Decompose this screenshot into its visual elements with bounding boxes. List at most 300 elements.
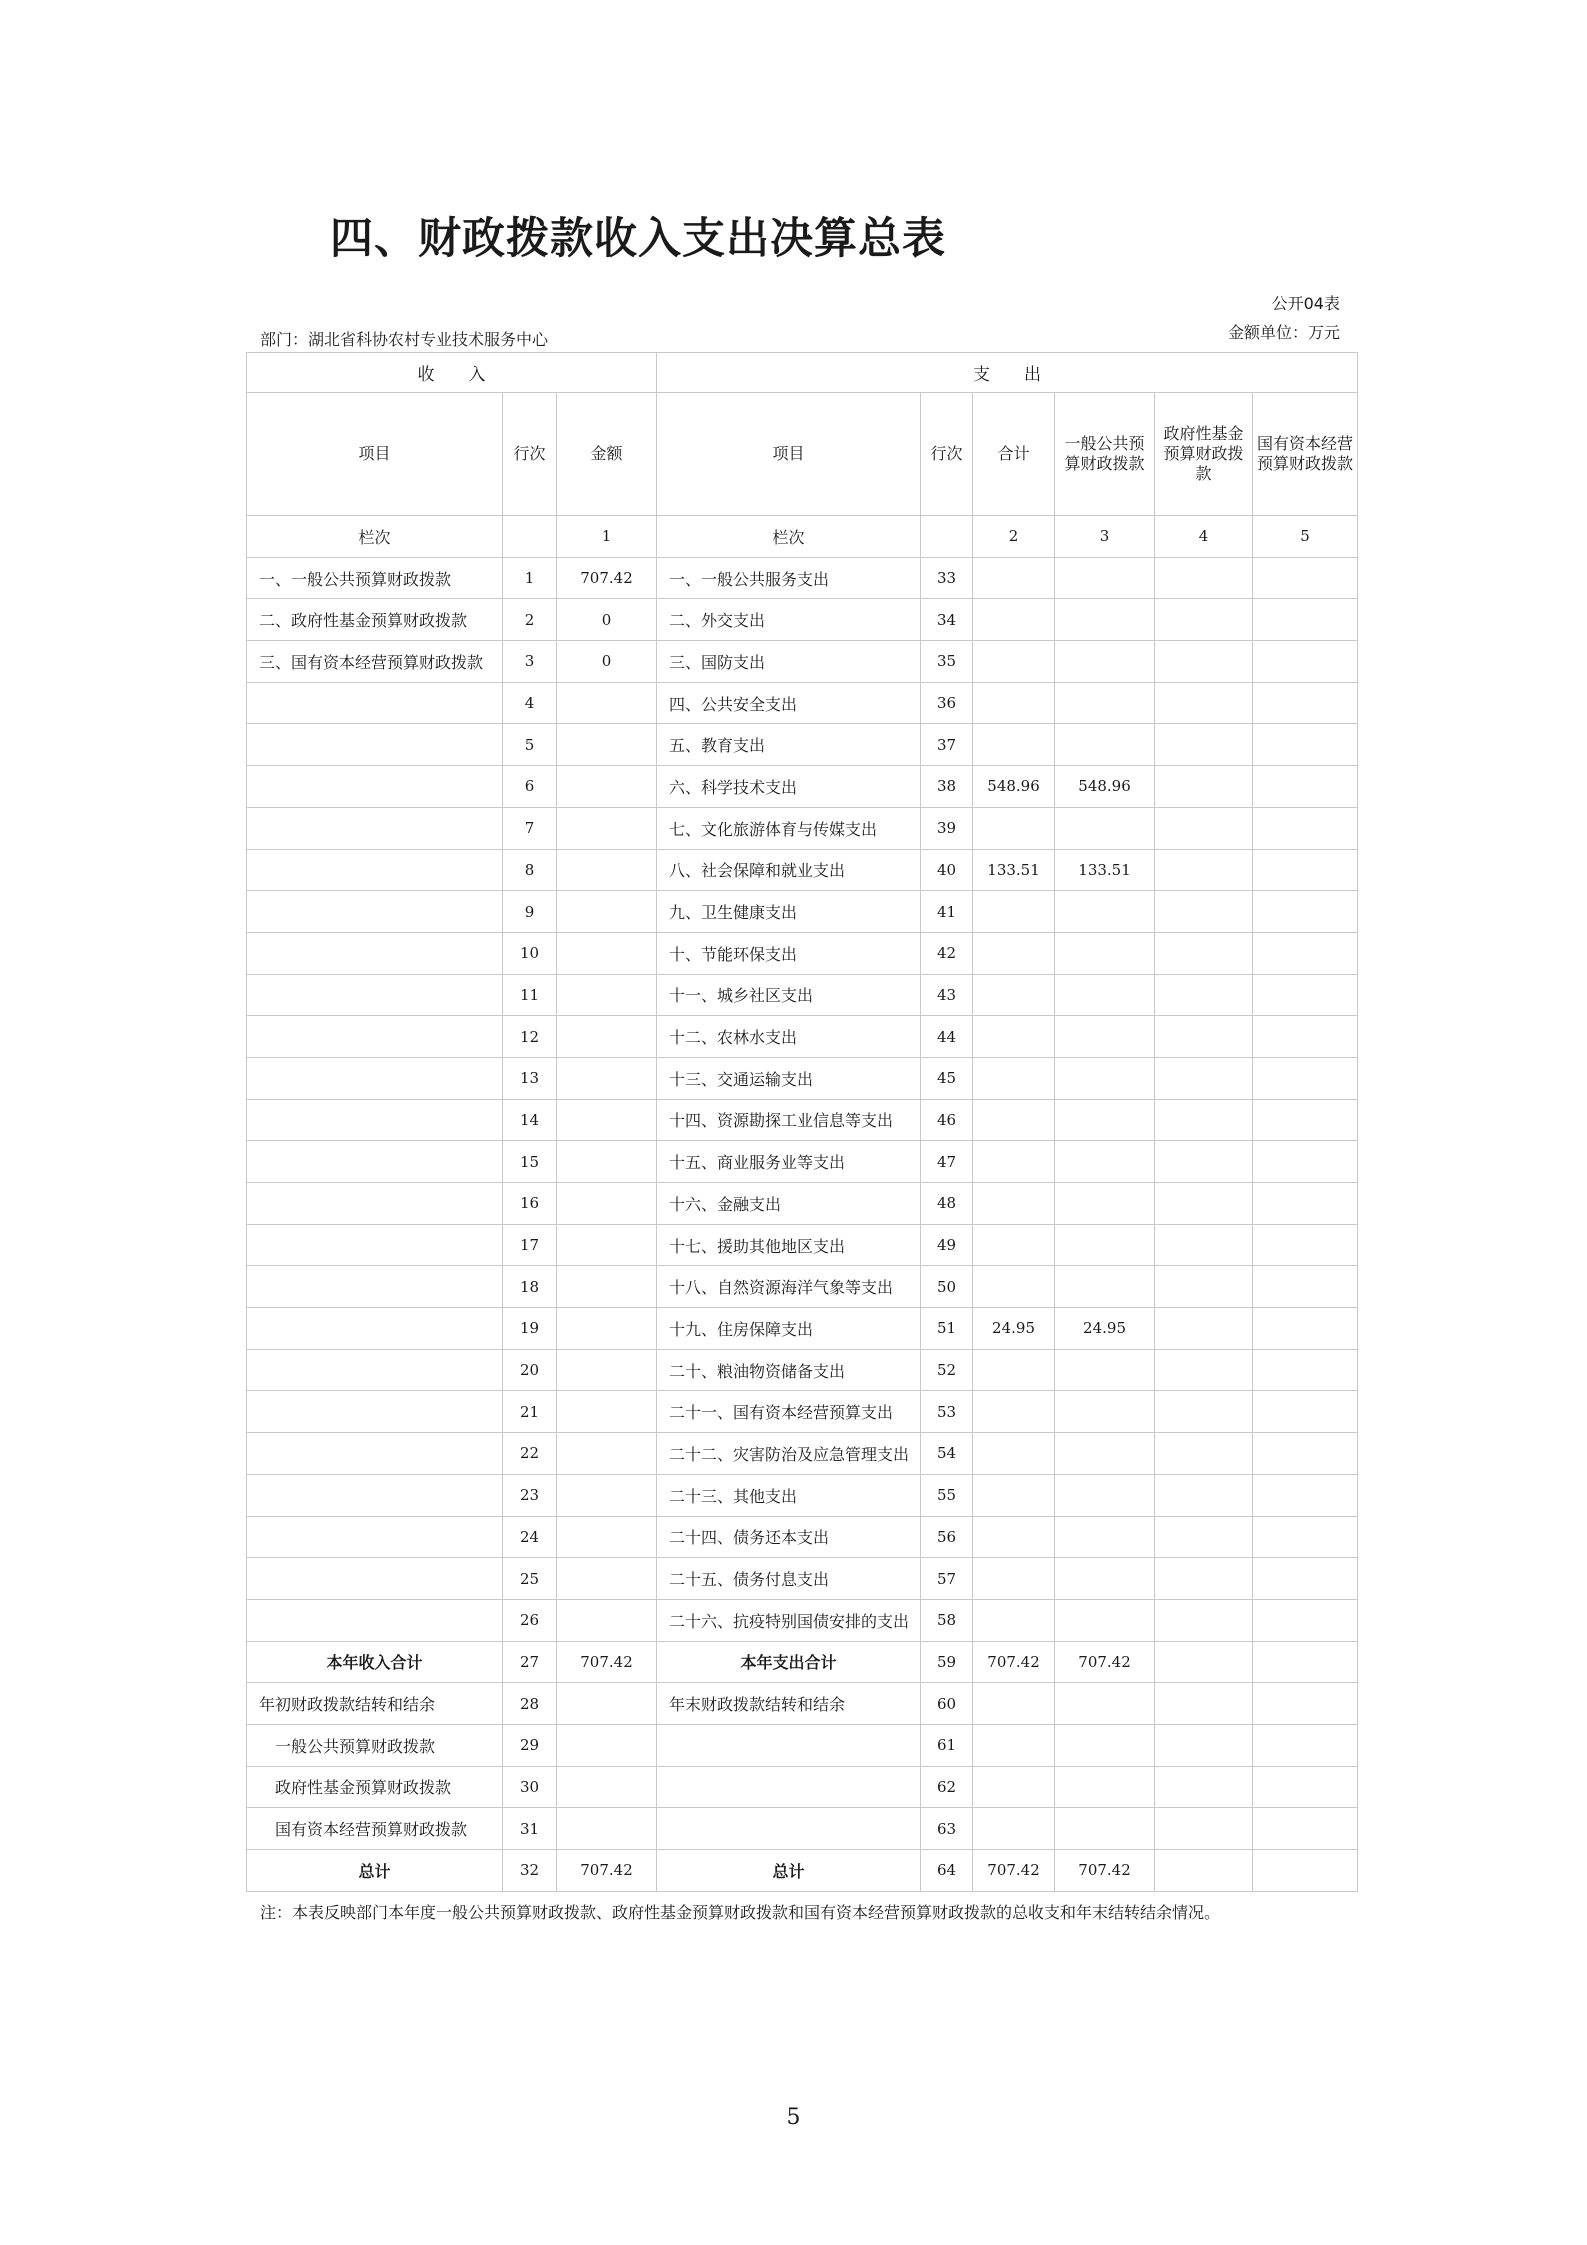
table-row — [247, 766, 1358, 808]
income-amount-cell — [557, 891, 657, 933]
table-row — [247, 1308, 1358, 1350]
total-cell — [973, 807, 1055, 849]
gov-fund-cell — [1155, 974, 1253, 1016]
expense-line-cell: 54 — [921, 1433, 973, 1475]
expense-line-cell: 39 — [921, 807, 973, 849]
gov-fund-cell — [1155, 1183, 1253, 1225]
expense-item-cell: 六、科学技术支出 — [657, 766, 921, 808]
table-row — [247, 1683, 1358, 1725]
income-amount-cell: 707.42 — [557, 557, 657, 599]
total-cell — [973, 1474, 1055, 1516]
state-capital-cell — [1253, 1266, 1358, 1308]
state-capital-cell — [1253, 807, 1358, 849]
income-line-header: 行次 — [503, 393, 557, 516]
income-line-cell: 6 — [503, 766, 557, 808]
income-line-cell: 31 — [503, 1808, 557, 1850]
total-cell — [973, 1391, 1055, 1433]
gov-fund-cell — [1155, 724, 1253, 766]
table-row — [247, 1599, 1358, 1641]
table-row — [247, 1141, 1358, 1183]
income-line-cell: 32 — [503, 1850, 557, 1892]
income-item-cell — [247, 682, 503, 724]
gov-fund-cell — [1155, 932, 1253, 974]
total-cell — [973, 557, 1055, 599]
expense-item-cell: 年末财政拨款结转和结余 — [657, 1683, 921, 1725]
expense-section-header: 支 出 — [657, 353, 1358, 393]
table-row — [247, 1349, 1358, 1391]
income-line-cell: 3 — [503, 641, 557, 683]
income-line-cell: 8 — [503, 849, 557, 891]
income-line-cell: 7 — [503, 807, 557, 849]
expense-item-cell: 一、一般公共服务支出 — [657, 557, 921, 599]
expense-item-cell: 十四、资源勘探工业信息等支出 — [657, 1099, 921, 1141]
table-body — [247, 557, 1358, 1891]
general-budget-cell — [1055, 641, 1155, 683]
general-budget-cell — [1055, 807, 1155, 849]
total-cell — [973, 1433, 1055, 1475]
general-budget-cell — [1055, 974, 1155, 1016]
income-amount-cell — [557, 1099, 657, 1141]
total-cell: 548.96 — [973, 766, 1055, 808]
income-line-cell: 23 — [503, 1474, 557, 1516]
state-capital-cell — [1253, 974, 1358, 1016]
expense-item-cell — [657, 1808, 921, 1850]
gov-fund-cell — [1155, 1599, 1253, 1641]
table-row — [247, 1391, 1358, 1433]
expense-item-cell — [657, 1766, 921, 1808]
general-budget-cell — [1055, 1683, 1155, 1725]
expense-item-cell: 二十六、抗疫特别国债安排的支出 — [657, 1599, 921, 1641]
gov-fund-cell — [1155, 849, 1253, 891]
income-amount-cell: 0 — [557, 641, 657, 683]
expense-item-cell: 二、外交支出 — [657, 599, 921, 641]
income-amount-cell — [557, 1433, 657, 1475]
expense-item-cell: 八、社会保障和就业支出 — [657, 849, 921, 891]
state-capital-cell — [1253, 1099, 1358, 1141]
income-amount-cell — [557, 1349, 657, 1391]
income-amount-header: 金额 — [557, 393, 657, 516]
expense-item-cell: 十、节能环保支出 — [657, 932, 921, 974]
general-budget-cell — [1055, 932, 1155, 974]
general-budget-cell — [1055, 557, 1155, 599]
general-budget-cell — [1055, 1057, 1155, 1099]
expense-line-cell: 41 — [921, 891, 973, 933]
income-amount-cell: 707.42 — [557, 1641, 657, 1683]
income-line-cell: 9 — [503, 891, 557, 933]
gov-fund-cell — [1155, 1641, 1253, 1683]
state-capital-cell — [1253, 1183, 1358, 1225]
gov-fund-cell — [1155, 599, 1253, 641]
income-item-cell: 国有资本经营预算财政拨款 — [247, 1808, 503, 1850]
gov-fund-cell — [1155, 1724, 1253, 1766]
state-capital-cell — [1253, 682, 1358, 724]
income-item-cell: 二、政府性基金预算财政拨款 — [247, 599, 503, 641]
income-item-cell — [247, 1391, 503, 1433]
income-line-cell: 27 — [503, 1641, 557, 1683]
column-index-label: 栏次 — [657, 516, 921, 558]
income-item-cell — [247, 1183, 503, 1225]
expense-item-cell: 本年支出合计 — [657, 1641, 921, 1683]
total-cell — [973, 641, 1055, 683]
income-item-header: 项目 — [247, 393, 503, 516]
table-row — [247, 849, 1358, 891]
table-row — [247, 974, 1358, 1016]
income-item-cell — [247, 1308, 503, 1350]
expense-item-cell: 十六、金融支出 — [657, 1183, 921, 1225]
income-line-cell: 20 — [503, 1349, 557, 1391]
expense-item-cell: 九、卫生健康支出 — [657, 891, 921, 933]
general-budget-cell: 24.95 — [1055, 1308, 1155, 1350]
income-amount-cell — [557, 1474, 657, 1516]
income-item-cell — [247, 1599, 503, 1641]
expense-item-cell: 十一、城乡社区支出 — [657, 974, 921, 1016]
table-row — [247, 1099, 1358, 1141]
table-row — [247, 641, 1358, 683]
income-line-cell: 26 — [503, 1599, 557, 1641]
expense-line-cell: 45 — [921, 1057, 973, 1099]
table-row — [247, 1516, 1358, 1558]
expense-line-cell: 52 — [921, 1349, 973, 1391]
gov-fund-cell — [1155, 682, 1253, 724]
income-line-cell: 22 — [503, 1433, 557, 1475]
total-cell — [973, 1099, 1055, 1141]
expense-item-cell: 二十一、国有资本经营预算支出 — [657, 1391, 921, 1433]
income-item-cell: 年初财政拨款结转和结余 — [247, 1683, 503, 1725]
gov-fund-cell — [1155, 1224, 1253, 1266]
expense-line-header: 行次 — [921, 393, 973, 516]
income-amount-cell — [557, 1057, 657, 1099]
expense-line-cell: 46 — [921, 1099, 973, 1141]
expense-item-cell — [657, 1724, 921, 1766]
income-line-cell: 17 — [503, 1224, 557, 1266]
state-capital-cell — [1253, 641, 1358, 683]
expense-line-cell: 44 — [921, 1016, 973, 1058]
state-capital-cell — [1253, 724, 1358, 766]
income-line-cell: 25 — [503, 1558, 557, 1600]
total-cell: 707.42 — [973, 1850, 1055, 1892]
income-line-cell: 1 — [503, 557, 557, 599]
state-capital-cell — [1253, 599, 1358, 641]
total-cell — [973, 1599, 1055, 1641]
income-line-cell: 16 — [503, 1183, 557, 1225]
gov-fund-cell — [1155, 1016, 1253, 1058]
income-item-cell — [247, 974, 503, 1016]
total-cell — [973, 1724, 1055, 1766]
general-budget-cell — [1055, 1724, 1155, 1766]
expense-line-cell: 42 — [921, 932, 973, 974]
income-item-cell: 政府性基金预算财政拨款 — [247, 1766, 503, 1808]
income-item-cell: 本年收入合计 — [247, 1641, 503, 1683]
gov-fund-cell — [1155, 1308, 1253, 1350]
general-budget-cell — [1055, 1349, 1155, 1391]
table-row — [247, 1057, 1358, 1099]
general-budget-cell — [1055, 1391, 1155, 1433]
income-item-cell — [247, 1224, 503, 1266]
income-amount-cell: 0 — [557, 599, 657, 641]
expense-item-cell: 二十二、灾害防治及应急管理支出 — [657, 1433, 921, 1475]
income-item-cell: 一、一般公共预算财政拨款 — [247, 557, 503, 599]
expense-line-cell: 53 — [921, 1391, 973, 1433]
general-budget-cell — [1055, 1516, 1155, 1558]
expense-item-cell: 二十四、债务还本支出 — [657, 1516, 921, 1558]
state-capital-cell — [1253, 1141, 1358, 1183]
income-amount-cell — [557, 974, 657, 1016]
table-row — [247, 1558, 1358, 1600]
total-cell — [973, 1224, 1055, 1266]
income-amount-cell — [557, 1183, 657, 1225]
expense-line-cell: 62 — [921, 1766, 973, 1808]
state-capital-cell — [1253, 1558, 1358, 1600]
column-index-blank — [503, 516, 557, 558]
income-line-cell: 28 — [503, 1683, 557, 1725]
state-capital-header: 国有资本经营预算财政拨款 — [1253, 393, 1358, 516]
total-cell — [973, 724, 1055, 766]
income-amount-cell — [557, 1141, 657, 1183]
table-row — [247, 1724, 1358, 1766]
general-budget-cell: 707.42 — [1055, 1641, 1155, 1683]
income-amount-cell — [557, 807, 657, 849]
table-row — [247, 891, 1358, 933]
general-budget-cell — [1055, 1224, 1155, 1266]
income-line-cell: 15 — [503, 1141, 557, 1183]
income-amount-cell — [557, 849, 657, 891]
total-cell — [973, 1766, 1055, 1808]
table-row — [247, 1224, 1358, 1266]
expense-line-cell: 33 — [921, 557, 973, 599]
income-item-cell — [247, 1349, 503, 1391]
expense-line-cell: 64 — [921, 1850, 973, 1892]
state-capital-cell — [1253, 891, 1358, 933]
column-index-blank — [921, 516, 973, 558]
income-line-cell: 18 — [503, 1266, 557, 1308]
income-amount-cell — [557, 1266, 657, 1308]
general-budget-cell: 707.42 — [1055, 1850, 1155, 1892]
income-item-cell: 一般公共预算财政拨款 — [247, 1724, 503, 1766]
income-amount-cell — [557, 1724, 657, 1766]
total-cell — [973, 1057, 1055, 1099]
gov-fund-cell — [1155, 1558, 1253, 1600]
table-row — [247, 682, 1358, 724]
income-line-cell: 11 — [503, 974, 557, 1016]
total-cell — [973, 1516, 1055, 1558]
table-note: 注：本表反映部门本年度一般公共预算财政拨款、政府性基金预算财政拨款和国有资本经营预算财政拨款的总收支和年末结转结余情况。 — [260, 1903, 1221, 1922]
state-capital-cell — [1253, 1057, 1358, 1099]
expense-line-cell: 35 — [921, 641, 973, 683]
state-capital-cell — [1253, 557, 1358, 599]
table-row — [247, 1474, 1358, 1516]
general-budget-cell: 548.96 — [1055, 766, 1155, 808]
expense-item-cell: 十二、农林水支出 — [657, 1016, 921, 1058]
income-amount-cell — [557, 1808, 657, 1850]
expense-line-cell: 56 — [921, 1516, 973, 1558]
gov-fund-cell — [1155, 1766, 1253, 1808]
expense-item-cell: 十五、商业服务业等支出 — [657, 1141, 921, 1183]
column-index-label: 栏次 — [247, 516, 503, 558]
table-row — [247, 724, 1358, 766]
expense-line-cell: 48 — [921, 1183, 973, 1225]
state-capital-cell — [1253, 1224, 1358, 1266]
total-cell — [973, 974, 1055, 1016]
table-row — [247, 1850, 1358, 1892]
income-amount-cell — [557, 766, 657, 808]
income-line-cell: 19 — [503, 1308, 557, 1350]
state-capital-cell — [1253, 932, 1358, 974]
gov-fund-cell — [1155, 1433, 1253, 1475]
expense-item-cell: 七、文化旅游体育与传媒支出 — [657, 807, 921, 849]
income-item-cell — [247, 1057, 503, 1099]
income-amount-cell — [557, 1016, 657, 1058]
state-capital-cell — [1253, 1474, 1358, 1516]
income-amount-cell — [557, 682, 657, 724]
expense-item-cell: 四、公共安全支出 — [657, 682, 921, 724]
state-capital-cell — [1253, 1766, 1358, 1808]
table-row — [247, 1808, 1358, 1850]
gov-fund-cell — [1155, 1516, 1253, 1558]
total-cell — [973, 1266, 1055, 1308]
state-capital-cell — [1253, 1599, 1358, 1641]
expense-item-header: 项目 — [657, 393, 921, 516]
state-capital-cell — [1253, 1683, 1358, 1725]
gov-fund-cell — [1155, 1057, 1253, 1099]
income-item-cell: 总计 — [247, 1850, 503, 1892]
expense-line-cell: 43 — [921, 974, 973, 1016]
total-cell — [973, 1558, 1055, 1600]
expense-item-cell: 总计 — [657, 1850, 921, 1892]
income-amount-cell — [557, 1599, 657, 1641]
income-item-cell — [247, 1141, 503, 1183]
total-cell — [973, 1016, 1055, 1058]
income-amount-cell — [557, 1683, 657, 1725]
department-label: 部门：湖北省科协农村专业技术服务中心 — [260, 330, 549, 349]
expense-line-cell: 59 — [921, 1641, 973, 1683]
income-section-header: 收 入 — [247, 353, 657, 393]
state-capital-cell — [1253, 1724, 1358, 1766]
state-capital-cell — [1253, 849, 1358, 891]
column-index-1: 1 — [557, 516, 657, 558]
general-budget-cell — [1055, 1474, 1155, 1516]
general-budget-cell — [1055, 1266, 1155, 1308]
income-line-cell: 30 — [503, 1766, 557, 1808]
general-budget-cell — [1055, 1141, 1155, 1183]
total-cell — [973, 599, 1055, 641]
income-amount-cell — [557, 1391, 657, 1433]
gov-fund-cell — [1155, 1850, 1253, 1892]
income-item-cell — [247, 1433, 503, 1475]
general-budget-cell — [1055, 1766, 1155, 1808]
table-row — [247, 1433, 1358, 1475]
gov-fund-cell — [1155, 1808, 1253, 1850]
general-budget-cell — [1055, 682, 1155, 724]
table-row — [247, 1266, 1358, 1308]
table-row — [247, 557, 1358, 599]
total-cell: 707.42 — [973, 1641, 1055, 1683]
expense-line-cell: 47 — [921, 1141, 973, 1183]
gov-fund-cell — [1155, 1349, 1253, 1391]
gov-fund-cell — [1155, 766, 1253, 808]
income-item-cell — [247, 724, 503, 766]
expense-line-cell: 49 — [921, 1224, 973, 1266]
table-row — [247, 599, 1358, 641]
income-item-cell — [247, 1558, 503, 1600]
total-cell — [973, 1141, 1055, 1183]
gov-fund-cell — [1155, 641, 1253, 683]
income-amount-cell — [557, 1224, 657, 1266]
income-amount-cell — [557, 724, 657, 766]
income-line-cell: 21 — [503, 1391, 557, 1433]
income-item-cell — [247, 766, 503, 808]
general-budget-header: 一般公共预算财政拨款 — [1055, 393, 1155, 516]
general-budget-cell — [1055, 599, 1155, 641]
state-capital-cell — [1253, 1850, 1358, 1892]
expense-line-cell: 60 — [921, 1683, 973, 1725]
total-cell — [973, 1349, 1055, 1391]
income-item-cell — [247, 1474, 503, 1516]
income-amount-cell — [557, 932, 657, 974]
general-budget-cell — [1055, 724, 1155, 766]
page-number: 5 — [786, 2105, 801, 2130]
income-line-cell: 12 — [503, 1016, 557, 1058]
total-cell: 133.51 — [973, 849, 1055, 891]
income-item-cell — [247, 1266, 503, 1308]
income-line-cell: 10 — [503, 932, 557, 974]
gov-fund-cell — [1155, 1683, 1253, 1725]
table-row — [247, 1641, 1358, 1683]
income-item-cell — [247, 1099, 503, 1141]
expense-item-cell: 十三、交通运输支出 — [657, 1057, 921, 1099]
table-row — [247, 1016, 1358, 1058]
total-cell — [973, 1183, 1055, 1225]
state-capital-cell — [1253, 766, 1358, 808]
column-index-2: 2 — [973, 516, 1055, 558]
general-budget-cell — [1055, 891, 1155, 933]
gov-fund-cell — [1155, 1141, 1253, 1183]
expense-item-cell: 二十三、其他支出 — [657, 1474, 921, 1516]
total-cell — [973, 932, 1055, 974]
amount-unit: 金额单位：万元 — [1227, 323, 1340, 342]
general-budget-cell — [1055, 1599, 1155, 1641]
gov-fund-cell — [1155, 1391, 1253, 1433]
general-budget-cell — [1055, 1433, 1155, 1475]
expense-item-cell: 十九、住房保障支出 — [657, 1308, 921, 1350]
state-capital-cell — [1253, 1433, 1358, 1475]
budget-summary-table — [246, 352, 1358, 1892]
expense-item-cell: 十七、援助其他地区支出 — [657, 1224, 921, 1266]
income-line-cell: 5 — [503, 724, 557, 766]
income-item-cell — [247, 891, 503, 933]
expense-item-cell: 三、国防支出 — [657, 641, 921, 683]
income-item-cell — [247, 1016, 503, 1058]
income-amount-cell: 707.42 — [557, 1850, 657, 1892]
gov-fund-cell — [1155, 1099, 1253, 1141]
column-index-3: 3 — [1055, 516, 1155, 558]
income-amount-cell — [557, 1558, 657, 1600]
expense-line-cell: 58 — [921, 1599, 973, 1641]
general-budget-cell — [1055, 1558, 1155, 1600]
general-budget-cell — [1055, 1099, 1155, 1141]
expense-line-cell: 50 — [921, 1266, 973, 1308]
expense-line-cell: 40 — [921, 849, 973, 891]
income-line-cell: 4 — [503, 682, 557, 724]
income-item-cell — [247, 932, 503, 974]
expense-item-cell: 十八、自然资源海洋气象等支出 — [657, 1266, 921, 1308]
total-cell — [973, 682, 1055, 724]
income-item-cell — [247, 807, 503, 849]
gov-fund-cell — [1155, 1266, 1253, 1308]
expense-line-cell: 63 — [921, 1808, 973, 1850]
table-row — [247, 1766, 1358, 1808]
income-item-cell — [247, 1516, 503, 1558]
income-line-cell: 13 — [503, 1057, 557, 1099]
